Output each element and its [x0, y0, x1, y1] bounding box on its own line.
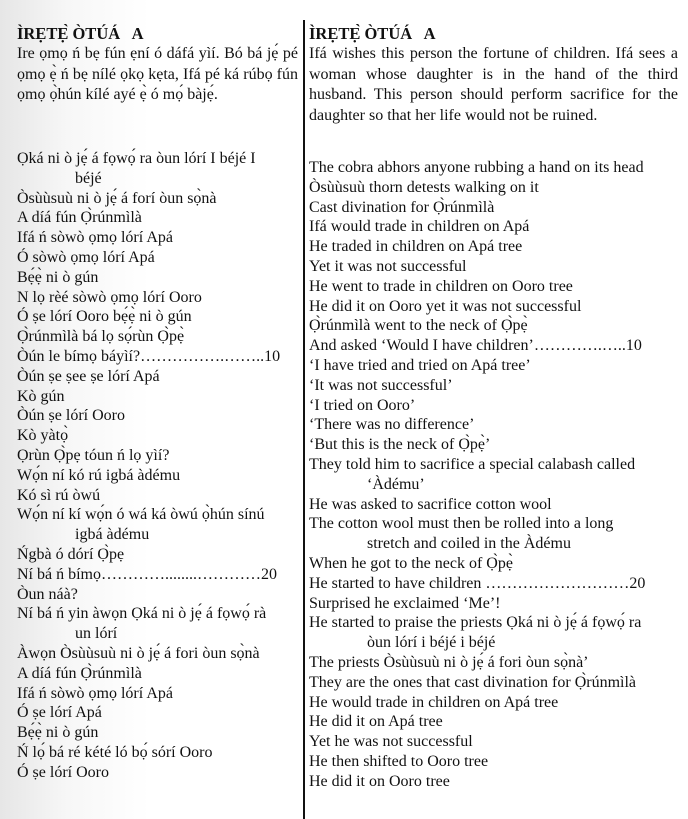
verse-line: Òsùùsuù ni ò jẹ́ á forí òun sọ̀nà — [17, 189, 217, 207]
verse-line: Òsùùsuù thorn detests walking on it — [309, 178, 539, 196]
verse-line: ‘I have tried and tried on Apá tree’ — [309, 356, 531, 374]
yoruba-intro: Ire ọmọ ń bẹ fún ẹní ó dáfá yìí. Bó bá jẹ́ pé ọmọ ẹ̀ ń bẹ nílé ọkọ kẹta, Ifá pé ká rúbọ fún ọmọ ọ̀hún kílé ayé ẹ̀ ó mọ́ bàjẹ́. — [17, 45, 298, 103]
verse-line: Surprised he exclaimed ‘Me’! — [309, 594, 501, 612]
verse-line: Ọ̀rúnmìlà bá lọ sọ́rùn Ọ̀pẹ̀ — [17, 328, 185, 346]
verse-line: Wọ́n ní kí wọ́n ó wá ká òwú ọ̀hún sínú — [17, 506, 265, 524]
verse-line: ‘But this is the neck of Ọ̀pẹ̀’ — [309, 436, 491, 454]
verse-line-continuation: òun lórí i béjé i béjé — [367, 634, 496, 652]
verse-line: ‘I tried on Ooro’ — [309, 396, 416, 414]
yoruba-verses — [17, 149, 280, 783]
column-divider — [303, 20, 305, 819]
verse-line: Ifá ń sòwò ọmọ lórí Apá — [17, 229, 173, 247]
verse-line: Ó ṣe lórí Apá — [17, 704, 102, 722]
verse-line-continuation: béjé — [75, 169, 102, 187]
verse-line: Wọ́n ní kó rú igbá àdému — [17, 466, 181, 484]
verse-line: He did it on Ooro yet it was not successful — [309, 297, 582, 315]
verse-line-continuation: stretch and coiled in the Àdému — [367, 535, 571, 553]
verse-line: Bẹ́ẹ̀ ni ò gún — [17, 268, 99, 286]
verse-line: He went to trade in children on Ooro tree — [309, 277, 573, 295]
verse-line: Ifá ń sòwò ọmọ lórí Apá — [17, 684, 173, 702]
verse-line: When he got to the neck of Ọ̀pẹ̀ — [309, 554, 513, 572]
verse-line: Ifá would trade in children on Apá — [309, 218, 530, 236]
verse-line: Kò yàtọ̀ — [17, 427, 69, 445]
verse-line: Ń lọ́ bá ré kété ló bọ́ sórí Ooro — [17, 743, 213, 761]
english-title: ÌRẸTẸ̀ ÒTÚÁ A — [309, 24, 436, 43]
verse-line: Òún ṣe lórí Ooro — [17, 407, 125, 425]
verse-line: Ọká ni ò jẹ́ á fọwọ́ ra òun lórí I béjé I — [17, 150, 256, 167]
verse-line: They told him to sacrifice a special calabash called — [309, 455, 636, 473]
verse-line: Yet he was not successful — [309, 733, 473, 751]
verse-line: Ńgbà ó dórí Ọ̀pẹ — [17, 545, 125, 563]
verse-line: Ó sòwò ọmọ lórí Apá — [17, 248, 155, 266]
verse-line: Ní bá ń yin àwọn Ọká ni ò jẹ́ á fọwọ́ rà — [17, 605, 267, 623]
verse-line: The cotton wool must then be rolled into a long — [309, 515, 614, 533]
verse-line: He would trade in children on Apá tree — [309, 693, 559, 711]
verse-line: He was asked to sacrifice cotton wool — [309, 495, 552, 513]
yoruba-title: ÌRẸTẸ̀ ÒTÚÁ A — [17, 24, 144, 43]
verse-line: Yet it was not successful — [309, 257, 467, 275]
english-verses — [309, 158, 645, 792]
verse-line: Kò gún — [17, 387, 65, 405]
verse-line: A díá fún Ọ̀rúnmìlà — [17, 664, 142, 682]
verse-line: A díá fún Ọ̀rúnmìlà — [17, 209, 142, 227]
verse-line: Cast divination for Ọ̀rúnmìlà — [309, 198, 495, 216]
verse-line: ‘There was no difference’ — [309, 416, 475, 434]
verse-line: Àwọn Òsùùsuù ni ò jẹ́ á fori òun sọ̀nà — [17, 644, 260, 662]
verse-line: Ó ṣe lórí Ooro bẹ́ẹ̀ ni ò gún — [17, 308, 192, 326]
verse-line: Òún le bímọ báyìí?…………….……..10 — [17, 347, 281, 365]
verse-line: Ó ṣe lórí Ooro — [17, 763, 109, 781]
verse-line: He then shifted to Ooro tree — [309, 752, 489, 770]
verse-line: ‘It was not successful’ — [309, 376, 453, 394]
verse-line: He started to have children ………………………20 — [309, 574, 646, 592]
english-intro: Ifá wishes this person the fortune of children. Ifá sees a woman whose daughter is in the hand of the third husband. This person should perform sacrifice for the daughter so that her life would not be ruined. — [309, 45, 678, 124]
verse-line: Bẹ́ẹ̀ ni ò gún — [17, 724, 99, 742]
verse-line: The cobra abhors anyone rubbing a hand on its head — [309, 159, 644, 176]
verse-line: N lọ rèé sòwò ọmọ lórí Ooro — [17, 288, 202, 306]
verse-line-continuation: ‘Àdému’ — [367, 475, 425, 493]
verse-line-continuation: igbá àdému — [75, 526, 150, 544]
verse-line: He traded in children on Apá tree — [309, 238, 523, 256]
verse-line: He did it on Ooro tree — [309, 772, 450, 790]
verse-line: Kó sì rú òwú — [17, 486, 101, 504]
verse-line: They are the ones that cast divination for Ọ̀rúnmìlà — [309, 673, 637, 691]
verse-line: Ní bá ń bímọ…………........…………20 — [17, 565, 277, 583]
verse-line: Ọrùn Ọ̀pẹ tóun ń lọ yìí? — [17, 446, 170, 464]
verse-line: And asked ‘Would I have children’………….…..10 — [309, 337, 642, 355]
verse-line: He started to praise the priests Ọká ni ò jẹ́ á fọwọ́ ra — [309, 614, 642, 632]
verse-line: Òun náà? — [17, 585, 78, 603]
verse-line: The priests Òsùùsuù ni ò jẹ́ á fori òun sọ̀nà’ — [309, 653, 589, 671]
verse-line-continuation: un lórí — [75, 625, 118, 643]
verse-line: Ọ̀rúnmìlà went to the neck of Ọ̀pẹ̀ — [309, 317, 528, 335]
verse-line: Òún ṣe ṣee ṣe lórí Apá — [17, 367, 160, 385]
verse-line: He did it on Apá tree — [309, 713, 443, 731]
